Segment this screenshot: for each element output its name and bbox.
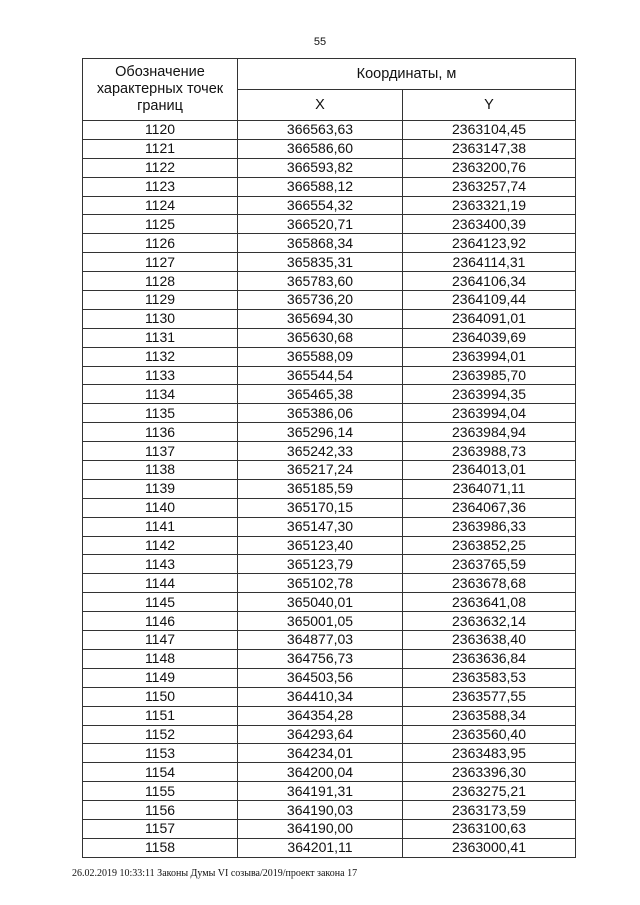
table-row <box>83 234 576 253</box>
cell-y: 2363100,63 <box>403 819 576 838</box>
table-row <box>83 574 576 593</box>
table-row <box>83 442 576 461</box>
table-row <box>83 461 576 480</box>
cell-x: 365465,38 <box>238 385 403 404</box>
cell-point: 1147 <box>83 631 238 650</box>
cell-y: 2363257,74 <box>403 177 576 196</box>
cell-point: 1141 <box>83 517 238 536</box>
cell-x: 364190,03 <box>238 801 403 820</box>
cell-point: 1122 <box>83 158 238 177</box>
cell-x: 364200,04 <box>238 763 403 782</box>
cell-x: 366520,71 <box>238 215 403 234</box>
table-row <box>83 838 576 857</box>
cell-point: 1144 <box>83 574 238 593</box>
cell-point: 1124 <box>83 196 238 215</box>
table-row <box>83 649 576 668</box>
table-row <box>83 309 576 328</box>
cell-y: 2363483,95 <box>403 744 576 763</box>
cell-y: 2363765,59 <box>403 555 576 574</box>
cell-y: 2363636,84 <box>403 649 576 668</box>
cell-x: 365630,68 <box>238 328 403 347</box>
cell-point: 1138 <box>83 461 238 480</box>
cell-point: 1120 <box>83 121 238 140</box>
cell-x: 365736,20 <box>238 291 403 310</box>
cell-x: 365588,09 <box>238 347 403 366</box>
cell-x: 364201,11 <box>238 838 403 857</box>
header-x: X <box>238 90 403 121</box>
cell-point: 1133 <box>83 366 238 385</box>
cell-x: 365386,06 <box>238 404 403 423</box>
cell-point: 1134 <box>83 385 238 404</box>
table-row <box>83 668 576 687</box>
cell-x: 364756,73 <box>238 649 403 668</box>
cell-point: 1136 <box>83 423 238 442</box>
cell-y: 2363577,55 <box>403 687 576 706</box>
cell-x: 364190,00 <box>238 819 403 838</box>
cell-y: 2363994,35 <box>403 385 576 404</box>
header-y: Y <box>403 90 576 121</box>
cell-y: 2363000,41 <box>403 838 576 857</box>
cell-y: 2364067,36 <box>403 498 576 517</box>
cell-point: 1140 <box>83 498 238 517</box>
table-row <box>83 328 576 347</box>
cell-y: 2363985,70 <box>403 366 576 385</box>
table-row <box>83 121 576 140</box>
cell-x: 364354,28 <box>238 706 403 725</box>
header-coordinates: Координаты, м <box>238 59 576 90</box>
cell-point: 1153 <box>83 744 238 763</box>
cell-point: 1158 <box>83 838 238 857</box>
cell-point: 1128 <box>83 272 238 291</box>
cell-x: 366586,60 <box>238 139 403 158</box>
table-row <box>83 801 576 820</box>
table-row <box>83 423 576 442</box>
cell-x: 365296,14 <box>238 423 403 442</box>
cell-x: 365544,54 <box>238 366 403 385</box>
cell-x: 366563,63 <box>238 121 403 140</box>
cell-y: 2363104,45 <box>403 121 576 140</box>
cell-x: 364191,31 <box>238 782 403 801</box>
cell-y: 2363632,14 <box>403 612 576 631</box>
cell-point: 1150 <box>83 687 238 706</box>
table-row <box>83 555 576 574</box>
table-row <box>83 479 576 498</box>
cell-point: 1149 <box>83 668 238 687</box>
cell-y: 2363200,76 <box>403 158 576 177</box>
cell-point: 1152 <box>83 725 238 744</box>
coordinates-table <box>82 58 576 858</box>
table-row <box>83 706 576 725</box>
cell-x: 365783,60 <box>238 272 403 291</box>
cell-point: 1137 <box>83 442 238 461</box>
cell-point: 1123 <box>83 177 238 196</box>
cell-x: 365217,24 <box>238 461 403 480</box>
cell-point: 1146 <box>83 612 238 631</box>
cell-y: 2364106,34 <box>403 272 576 291</box>
page-number: 55 <box>313 36 327 48</box>
cell-point: 1131 <box>83 328 238 347</box>
table-row <box>83 158 576 177</box>
cell-x: 365242,33 <box>238 442 403 461</box>
table-row <box>83 631 576 650</box>
table-row <box>83 253 576 272</box>
cell-point: 1135 <box>83 404 238 423</box>
cell-y: 2364071,11 <box>403 479 576 498</box>
cell-y: 2364123,92 <box>403 234 576 253</box>
cell-point: 1154 <box>83 763 238 782</box>
table-row <box>83 819 576 838</box>
cell-point: 1157 <box>83 819 238 838</box>
cell-x: 365694,30 <box>238 309 403 328</box>
cell-y: 2364091,01 <box>403 309 576 328</box>
cell-x: 365835,31 <box>238 253 403 272</box>
cell-y: 2364013,01 <box>403 461 576 480</box>
cell-x: 365123,79 <box>238 555 403 574</box>
cell-x: 365001,05 <box>238 612 403 631</box>
cell-y: 2363588,34 <box>403 706 576 725</box>
cell-x: 365040,01 <box>238 593 403 612</box>
table-row <box>83 215 576 234</box>
cell-point: 1142 <box>83 536 238 555</box>
cell-point: 1155 <box>83 782 238 801</box>
cell-y: 2363988,73 <box>403 442 576 461</box>
cell-x: 366588,12 <box>238 177 403 196</box>
cell-y: 2363994,01 <box>403 347 576 366</box>
table-row <box>83 272 576 291</box>
cell-y: 2363321,19 <box>403 196 576 215</box>
cell-y: 2363641,08 <box>403 593 576 612</box>
table-row <box>83 612 576 631</box>
table-row <box>83 404 576 423</box>
table-row <box>83 725 576 744</box>
cell-x: 366593,82 <box>238 158 403 177</box>
cell-y: 2363275,21 <box>403 782 576 801</box>
table-row <box>83 744 576 763</box>
cell-y: 2364109,44 <box>403 291 576 310</box>
cell-point: 1145 <box>83 593 238 612</box>
cell-y: 2363994,04 <box>403 404 576 423</box>
cell-y: 2363986,33 <box>403 517 576 536</box>
cell-x: 364877,03 <box>238 631 403 650</box>
cell-y: 2363678,68 <box>403 574 576 593</box>
cell-point: 1143 <box>83 555 238 574</box>
table-body <box>83 121 576 858</box>
cell-point: 1126 <box>83 234 238 253</box>
cell-point: 1130 <box>83 309 238 328</box>
cell-point: 1121 <box>83 139 238 158</box>
header-point-designation: Обозначение характерных точек границ <box>83 59 238 121</box>
cell-x: 365123,40 <box>238 536 403 555</box>
table-row <box>83 782 576 801</box>
table-row <box>83 517 576 536</box>
cell-y: 2363583,53 <box>403 668 576 687</box>
cell-x: 364503,56 <box>238 668 403 687</box>
footer-stamp: 26.02.2019 10:33:11 Законы Думы VI созыва/2019/проект закона 17 <box>72 868 358 879</box>
table-row <box>83 196 576 215</box>
cell-point: 1127 <box>83 253 238 272</box>
cell-y: 2363396,30 <box>403 763 576 782</box>
table-row <box>83 291 576 310</box>
table-row <box>83 593 576 612</box>
cell-y: 2363400,39 <box>403 215 576 234</box>
cell-y: 2364039,69 <box>403 328 576 347</box>
cell-x: 364234,01 <box>238 744 403 763</box>
cell-y: 2363852,25 <box>403 536 576 555</box>
table-row <box>83 763 576 782</box>
cell-point: 1132 <box>83 347 238 366</box>
cell-y: 2363147,38 <box>403 139 576 158</box>
table-row <box>83 687 576 706</box>
cell-point: 1148 <box>83 649 238 668</box>
cell-point: 1139 <box>83 479 238 498</box>
cell-x: 365170,15 <box>238 498 403 517</box>
table-row <box>83 385 576 404</box>
table-row <box>83 366 576 385</box>
cell-y: 2363560,40 <box>403 725 576 744</box>
cell-point: 1156 <box>83 801 238 820</box>
table-row <box>83 498 576 517</box>
cell-x: 364410,34 <box>238 687 403 706</box>
cell-point: 1125 <box>83 215 238 234</box>
cell-x: 365868,34 <box>238 234 403 253</box>
cell-y: 2363173,59 <box>403 801 576 820</box>
cell-x: 365102,78 <box>238 574 403 593</box>
cell-x: 364293,64 <box>238 725 403 744</box>
table-row <box>83 536 576 555</box>
table-row <box>83 347 576 366</box>
cell-point: 1129 <box>83 291 238 310</box>
cell-x: 366554,32 <box>238 196 403 215</box>
table-row <box>83 177 576 196</box>
cell-y: 2363638,40 <box>403 631 576 650</box>
cell-y: 2364114,31 <box>403 253 576 272</box>
table-row <box>83 139 576 158</box>
cell-x: 365185,59 <box>238 479 403 498</box>
cell-x: 365147,30 <box>238 517 403 536</box>
cell-point: 1151 <box>83 706 238 725</box>
cell-y: 2363984,94 <box>403 423 576 442</box>
